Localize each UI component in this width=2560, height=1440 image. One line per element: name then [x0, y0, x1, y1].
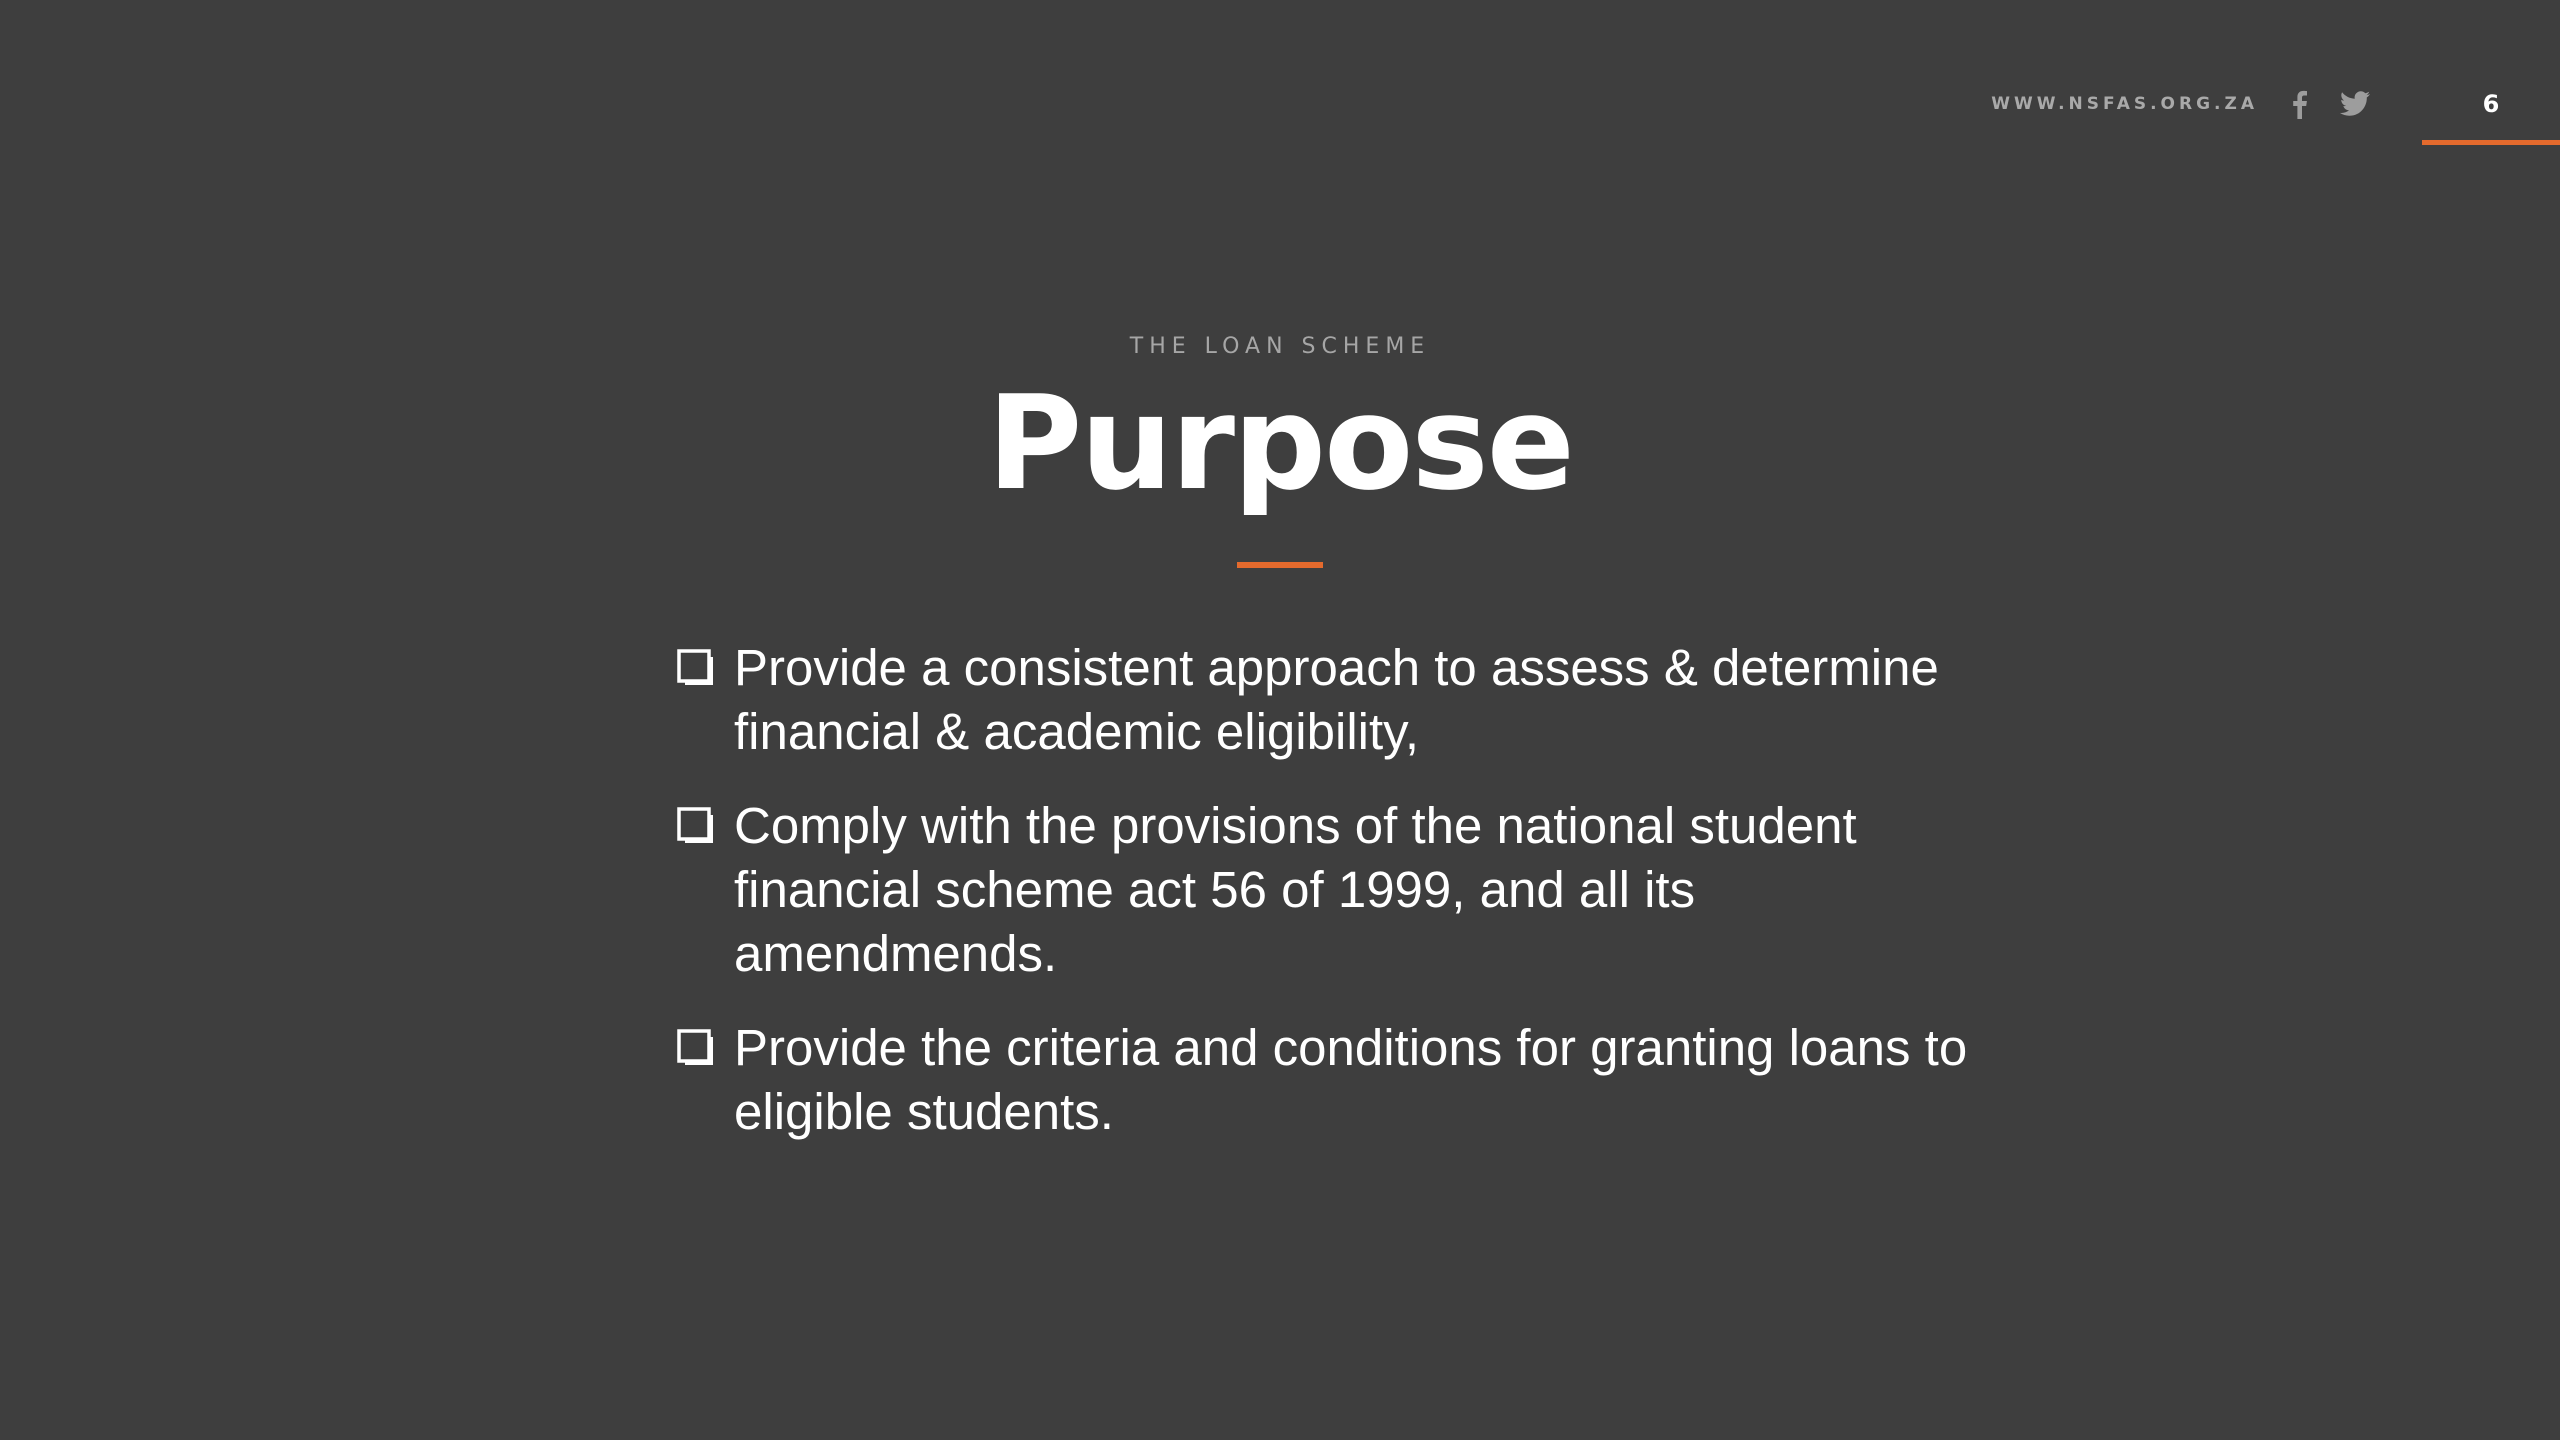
bullet-text: Comply with the provisions of the national student financial scheme act 56 of 1999, and all its amendmends.	[734, 797, 1857, 982]
page-number: 6	[2482, 90, 2500, 118]
bullet-item	[676, 794, 2016, 986]
bullet-list	[676, 636, 2016, 1174]
website-link[interactable]: WWW.NSFAS.ORG.ZA	[1991, 94, 2258, 114]
title-divider	[1237, 562, 1323, 568]
bullet-text: Provide the criteria and conditions for granting loans to eligible students.	[734, 1019, 1968, 1140]
page-title: Purpose	[987, 367, 1573, 519]
checkbox-icon	[676, 1028, 718, 1070]
section-label: THE LOAN SCHEME	[1129, 334, 1431, 359]
page-number-indicator	[2422, 84, 2560, 124]
page-number-underline	[2422, 140, 2560, 145]
bullet-text: Provide a consistent approach to assess & determine financial & academic eligibility,	[734, 639, 1939, 760]
bullet-item	[676, 1016, 2016, 1144]
header-bar	[1991, 84, 2560, 124]
facebook-icon[interactable]	[2284, 87, 2314, 121]
bullet-item	[676, 636, 2016, 764]
checkbox-icon	[676, 648, 718, 690]
checkbox-icon	[676, 806, 718, 848]
twitter-icon[interactable]	[2340, 87, 2370, 121]
